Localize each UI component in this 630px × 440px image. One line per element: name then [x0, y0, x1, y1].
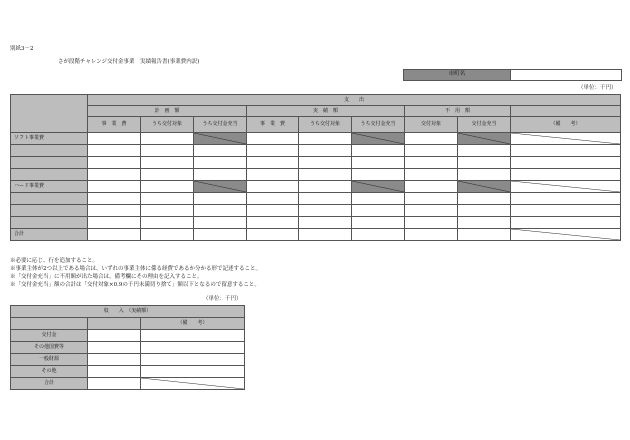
note-2: ※事業主体が2つ以上である場合は、いずれの事業主体に係る経費であるか分かる形で記述すること。 [10, 266, 262, 272]
municipality-label: 市町名 [404, 70, 511, 80]
cell[interactable] [141, 133, 194, 145]
cell[interactable] [141, 181, 194, 193]
cell[interactable] [88, 133, 141, 145]
col-actual-grant: うち交付金充当 [352, 117, 405, 133]
revenue-row-label: 一般財源 [11, 354, 88, 366]
remarks-diag-cell [141, 378, 245, 390]
col-plan-cost: 事 業 費 [88, 117, 141, 133]
col-unused-target: 交付対象 [405, 117, 458, 133]
unit-label: （単位：千円） [578, 85, 617, 91]
form-number: 別紙3－2 [10, 46, 34, 52]
table-row [11, 193, 621, 205]
cell[interactable] [88, 366, 141, 378]
document-title: さが段階チャレンジ交付金事業 実績報告書(事業費内訳) [58, 59, 200, 65]
note-4: ※「交付金充当」額の合計は「交付対象×0.9の千円未満切り捨て」額以下となるので留意すること。 [10, 282, 260, 288]
revenue-blank-header [88, 318, 141, 330]
cell[interactable] [247, 181, 299, 193]
hatched-cell [194, 181, 247, 193]
cell[interactable] [88, 181, 141, 193]
expense-table [10, 94, 621, 241]
section-row-hard [11, 181, 621, 193]
hatched-cell [352, 181, 405, 193]
remarks-diag-cell [511, 181, 621, 193]
table-row [11, 217, 621, 229]
revenue-row [11, 366, 245, 378]
revenue-row [11, 330, 245, 342]
cell[interactable] [88, 342, 141, 354]
revenue-total-label: 合計 [11, 378, 88, 390]
actual-header: 実 績 額 [247, 106, 405, 117]
revenue-row-label: 交付金 [11, 330, 88, 342]
revenue-row [11, 342, 245, 354]
revenue-row-label: その他 [11, 366, 88, 378]
table-row [11, 169, 621, 181]
section-label-soft: ソフト事業費 [11, 133, 88, 145]
col-actual-cost: 事 業 費 [247, 117, 299, 133]
col-plan-grant: うち交付金充当 [194, 117, 247, 133]
table-row [11, 205, 621, 217]
remarks-blank-header [511, 106, 621, 117]
hatched-cell [458, 181, 511, 193]
cell[interactable] [141, 366, 245, 378]
cell[interactable] [299, 181, 352, 193]
col-plan-target: うち交付対象 [141, 117, 194, 133]
cell[interactable] [88, 354, 141, 366]
col-unused-grant: 交付金充当 [458, 117, 511, 133]
revenue-row-label: その他国費等 [11, 342, 88, 354]
unit-label-2: （単位：千円） [203, 296, 242, 302]
table-row [11, 157, 621, 169]
hatched-cell [352, 133, 405, 145]
cell[interactable] [405, 181, 458, 193]
total-label: 合計 [11, 229, 88, 241]
corner-cell [11, 95, 88, 133]
hatched-cell [458, 133, 511, 145]
revenue-remarks-header: （備 考） [141, 318, 245, 330]
municipality-input[interactable] [511, 70, 621, 80]
section-row-soft [11, 133, 621, 145]
hatched-cell [194, 133, 247, 145]
cell[interactable] [88, 330, 141, 342]
note-1: ※必要に応じ、行を追加すること。 [10, 258, 99, 264]
revenue-corner [11, 318, 88, 330]
cell[interactable] [141, 342, 245, 354]
unused-header: 不 用 額 [405, 106, 511, 117]
cell[interactable] [141, 354, 245, 366]
cell[interactable] [299, 133, 352, 145]
note-3: ※「交付金充当」に不用額が出た場合は、備考欄にその理由を記入すること。 [10, 274, 203, 280]
expense-header: 支 出 [88, 95, 621, 106]
municipality-box [403, 69, 622, 81]
table-row [11, 145, 621, 157]
revenue-table [10, 305, 245, 390]
cell[interactable] [247, 133, 299, 145]
remarks-diag-cell [511, 229, 621, 241]
revenue-header: 収 入 （実績額） [11, 306, 245, 318]
cell[interactable] [405, 133, 458, 145]
col-remarks: （備 考） [511, 117, 621, 133]
col-actual-target: うち交付対象 [299, 117, 352, 133]
revenue-row [11, 354, 245, 366]
cell[interactable] [141, 330, 245, 342]
revenue-total-row [11, 378, 245, 390]
section-label-hard: ハード事業費 [11, 181, 88, 193]
cell[interactable] [88, 378, 141, 390]
total-row [11, 229, 621, 241]
plan-header: 計 画 額 [88, 106, 247, 117]
remarks-diag-cell [511, 133, 621, 145]
